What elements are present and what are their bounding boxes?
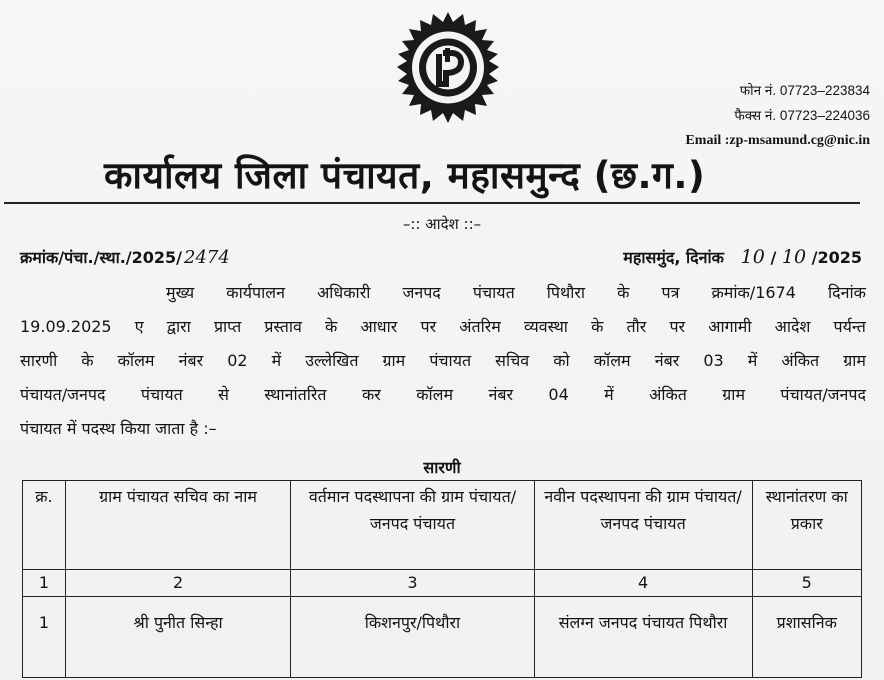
body-word: पंचायत [429, 351, 472, 370]
body-word: के [591, 317, 604, 336]
date-prefix: महासमुंद, दिनांक [623, 248, 724, 267]
table-header-serial: क्र. [23, 481, 66, 570]
body-word: क्रमांक/1674 [711, 283, 796, 302]
office-title: कार्यालय जिला पंचायत, महासमुन्द (छ.ग.) [104, 154, 706, 197]
body-word: के [81, 351, 94, 370]
body-word: 03 [703, 351, 724, 370]
body-word: में [747, 351, 758, 370]
table-cell-current-posting: किशनपुर/पिथौरा [291, 597, 534, 678]
body-word: अधिकारी [317, 283, 371, 302]
header-divider [4, 202, 860, 204]
table-header-new-posting: नवीन पदस्थापना की ग्राम पंचायत/जनपद पंचायत [534, 481, 752, 570]
order-body [20, 276, 866, 446]
body-word: कॉलम [593, 351, 631, 370]
body-word: ए [134, 317, 144, 336]
body-line [20, 310, 866, 344]
body-word: दिनांक [828, 283, 866, 302]
body-word: पर [420, 317, 437, 336]
body-word: जनपद [402, 283, 441, 302]
fax-text: फैक्स नं. 07723–224036 [734, 108, 870, 123]
body-word: स्थानांतरित [264, 385, 327, 404]
column-number: 1 [23, 570, 66, 597]
body-word: को [553, 351, 570, 370]
contact-block [685, 78, 870, 153]
body-word: ग्राम [722, 385, 746, 404]
body-word: कॉलम [117, 351, 155, 370]
email-text: Email :zp-msamund.cg@nic.in [685, 133, 870, 148]
body-word: कर [361, 385, 381, 404]
transfer-table [22, 480, 862, 678]
body-word: पिथौरा [546, 283, 586, 302]
body-word: कॉलम [416, 385, 454, 404]
body-word: 19.09.2025 [20, 317, 112, 336]
body-word: पंचायत/जनपद [20, 385, 106, 404]
body-word: पंचायत/जनपद [780, 385, 866, 404]
order-date: महासमुंद, दिनांक 10 / 10 /2025 [623, 246, 862, 268]
body-word: अंतरिम [459, 317, 501, 336]
table-cell-new-posting: संलग्न जनपद पंचायत पिथौरा [534, 597, 752, 678]
body-word: मुख्य [166, 283, 195, 302]
body-word: नंबर [178, 351, 204, 370]
body-word: व्यवस्था [524, 317, 568, 336]
date-month: 10 [781, 246, 807, 268]
column-number: 4 [534, 570, 752, 597]
body-word: के [617, 283, 630, 302]
table-cell-name: श्री पुनीत सिन्हा [65, 597, 290, 678]
table-header-secretary-name: ग्राम पंचायत सचिव का नाम [65, 481, 290, 570]
body-word: से [218, 385, 229, 404]
body-line [20, 276, 866, 310]
body-word: प्रस्ताव [264, 317, 302, 336]
body-word: 02 [227, 351, 248, 370]
body-word: पर [669, 317, 686, 336]
date-day: 10 [740, 246, 765, 268]
table-caption: सारणी [423, 458, 461, 477]
body-word: अंकित [649, 385, 687, 404]
body-word: ग्राम [843, 351, 866, 370]
table-column-numbers [23, 570, 862, 597]
table-cell-transfer-type: प्रशासनिक [752, 597, 861, 678]
table-header-transfer-type: स्थानांतरण का प्रकार [752, 481, 861, 570]
body-word: सारणी [20, 351, 58, 370]
body-word: पंचायत [472, 283, 515, 302]
body-word: पत्र [661, 283, 680, 302]
column-number: 2 [65, 570, 290, 597]
body-word: ग्राम [382, 351, 406, 370]
body-line [20, 344, 866, 378]
panchayat-emblem-icon [383, 10, 513, 125]
date-year: 2025 [817, 248, 862, 267]
body-word: सचिव [495, 351, 530, 370]
body-word: 04 [548, 385, 569, 404]
body-word: द्वारा [166, 317, 191, 336]
body-word: कार्यपालन [226, 283, 285, 302]
table-row [23, 597, 862, 678]
body-line-last: पंचायत में पदस्थ किया जाता है :– [20, 419, 217, 438]
reference-number [20, 246, 230, 268]
body-word: आगामी [708, 317, 752, 336]
body-line [20, 378, 866, 412]
body-word: नंबर [654, 351, 680, 370]
body-word: आदेश [774, 317, 811, 336]
column-number: 5 [752, 570, 861, 597]
body-word: आधार [360, 317, 398, 336]
body-word: प्राप्त [213, 317, 242, 336]
body-word: उल्लेखित [305, 351, 359, 370]
body-word: के [325, 317, 338, 336]
body-word: में [604, 385, 614, 404]
body-word: पंचायत [140, 385, 183, 404]
body-word: नंबर [488, 385, 513, 404]
column-number: 3 [291, 570, 534, 597]
body-word: पर्यन्त [833, 317, 866, 336]
phone-text: फोन नं. 07723–223834 [739, 83, 870, 98]
order-heading: –:: आदेश ::– [402, 215, 482, 233]
reference-handwritten-number: 2474 [184, 247, 230, 268]
table-header-current-posting: वर्तमान पदस्थापना की ग्राम पंचायत/जनपद पंचायत [291, 481, 534, 570]
body-word: में [271, 351, 282, 370]
body-word: अंकित [781, 351, 820, 370]
reference-prefix: क्रमांक/पंचा./स्था./2025/ [20, 248, 183, 267]
body-word: तौर [626, 317, 647, 336]
table-cell-serial: 1 [23, 597, 66, 678]
